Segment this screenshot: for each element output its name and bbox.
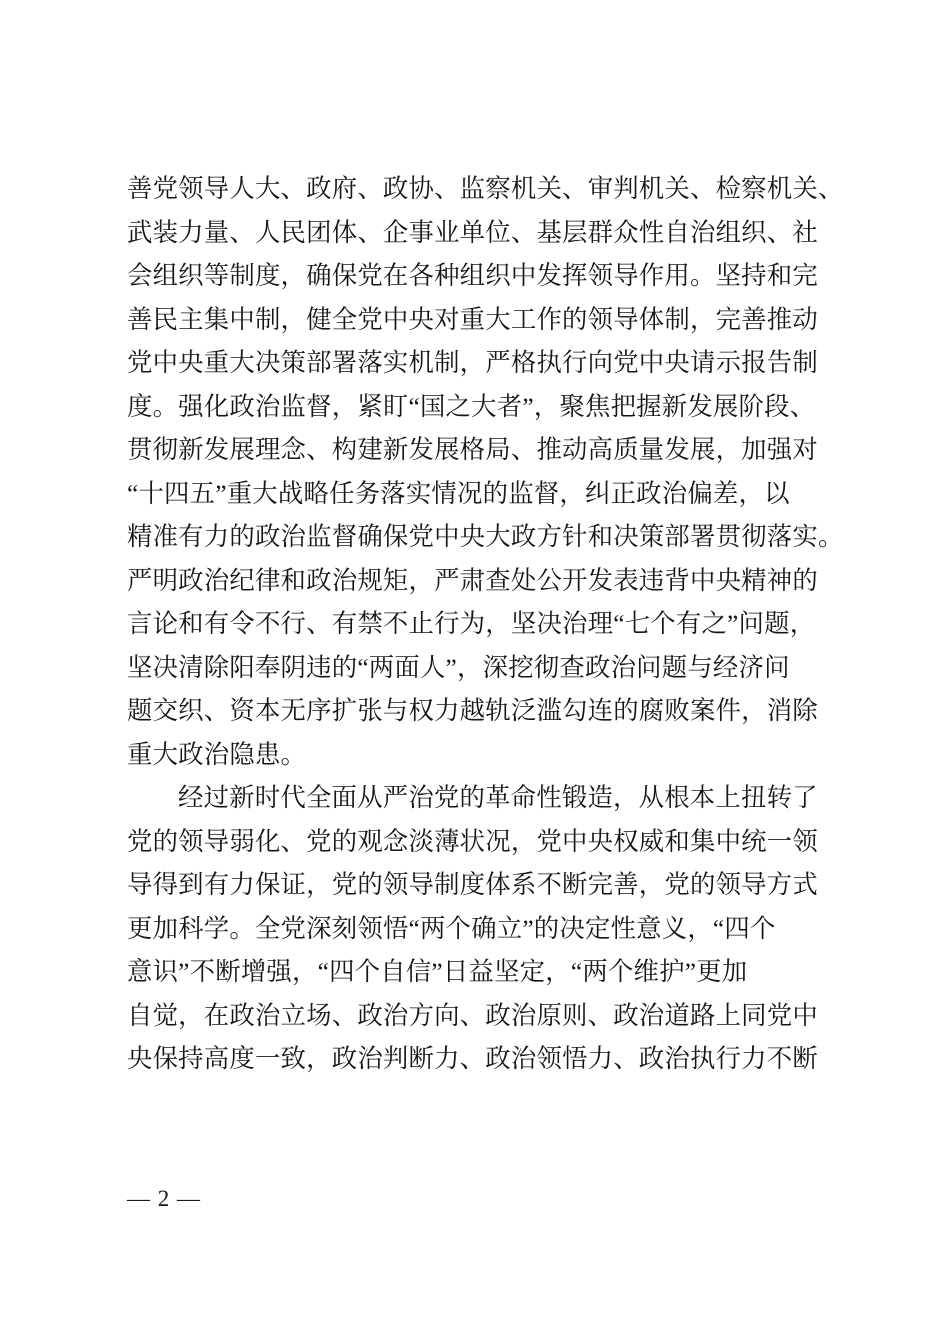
document-body xyxy=(127,168,844,1082)
text-line: 度。强化政治监督，紧盯“国之大者”，聚焦把握新发展阶段、 xyxy=(127,392,816,421)
text-line: 党的领导弱化、党的观念淡薄状况，党中央权威和集中统一领 xyxy=(127,827,818,856)
page-footer xyxy=(127,1186,833,1212)
text-line: 更加科学。全党深刻领悟“两个确立”的决定性意义，“四个 xyxy=(127,914,776,943)
text-line: 自觉，在政治立场、政治方向、政治原则、政治道路上同党中 xyxy=(127,1001,818,1030)
text-line: 重大政治隐患。 xyxy=(127,740,307,769)
text-line: 经过新时代全面从严治党的革命性锻造，从根本上扭转了 xyxy=(178,784,818,812)
text-line: 严明政治纪律和政治规矩，严肃查处公开发表违背中央精神的 xyxy=(127,566,818,595)
text-line: “十四五”重大战略任务落实情况的监督，纠正政治偏差，以 xyxy=(127,479,790,508)
text-line: 武装力量、人民团体、企事业单位、基层群众性自治组织、社 xyxy=(127,218,818,247)
text-line: 精准有力的政治监督确保党中央大政方针和决策部署贯彻落实。 xyxy=(127,523,844,551)
paragraph-2 xyxy=(127,777,833,1082)
text-line: 善党领导人大、政府、政协、监察机关、审判机关、检察机关、 xyxy=(127,175,844,203)
text-line: 善民主集中制，健全党中央对重大工作的领导体制，完善推动 xyxy=(127,305,818,334)
text-line: 会组织等制度，确保党在各种组织中发挥领导作用。坚持和完 xyxy=(127,262,818,290)
paragraph-1 xyxy=(127,168,844,777)
text-line: 央保持高度一致，政治判断力、政治领悟力、政治执行力不断 xyxy=(127,1045,818,1073)
text-line: 题交织、资本无序扩张与权力越轨泛滥勾连的腐败案件，消除 xyxy=(127,697,818,725)
text-line: 党中央重大决策部署落实机制，严格执行向党中央请示报告制 xyxy=(127,349,818,377)
text-line: 贯彻新发展理念、构建新发展格局、推动高质量发展，加强对 xyxy=(127,436,818,464)
text-line: 言论和有令不行、有禁不止行为，坚决治理“七个有之”问题， xyxy=(127,610,816,638)
page-number: — 2 — xyxy=(127,1186,201,1211)
text-line: 意识”不断增强，“四个自信”日益坚定，“两个维护”更加 xyxy=(127,958,748,986)
text-line: 导得到有力保证，党的领导制度体系不断完善，党的领导方式 xyxy=(127,871,818,899)
text-line: 坚决清除阳奉阴违的“两面人”，深挖彻查政治问题与经济问 xyxy=(127,653,790,682)
